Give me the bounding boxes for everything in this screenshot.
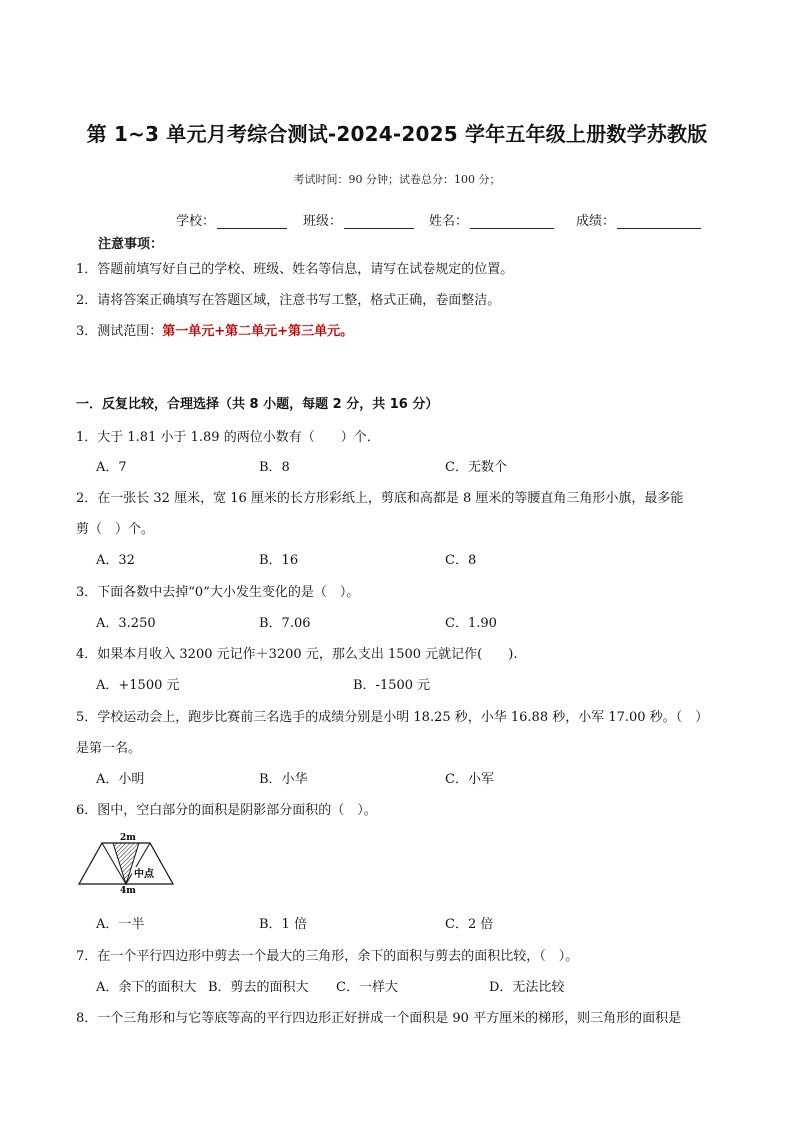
note-item: 1．答题前填写好自己的学校、班级、姓名等信息，请写在试卷规定的位置。 <box>76 262 514 277</box>
q7-option-c[interactable]: C．一样大 <box>336 980 398 995</box>
school-label: 学校： <box>176 214 216 229</box>
school-field[interactable] <box>176 210 287 229</box>
fig-label-midpoint: 中点 <box>134 869 154 880</box>
q3-option-a[interactable]: A．3.250 <box>96 616 156 631</box>
class-label: 班级： <box>303 214 343 229</box>
q5-option-b[interactable]: B．小华 <box>259 772 308 787</box>
q3-option-c[interactable]: C．1.90 <box>445 616 497 631</box>
q5-option-a[interactable]: A．小明 <box>96 772 145 787</box>
name-field[interactable] <box>429 210 554 229</box>
notes-title: 注意事项： <box>98 237 164 252</box>
score-label: 成绩： <box>576 214 616 229</box>
class-blank[interactable] <box>344 214 414 229</box>
note-range-value: 第一单元+第二单元+第三单元。 <box>162 324 354 339</box>
q4-option-b[interactable]: B．-1500 元 <box>353 678 431 693</box>
q2-option-a[interactable]: A．32 <box>96 553 135 568</box>
school-blank[interactable] <box>217 214 287 229</box>
question-1: 1．大于 1.81 小于 1.89 的两位小数有（ ）个． <box>76 430 380 445</box>
name-blank[interactable] <box>470 214 554 229</box>
q7-option-b[interactable]: B．剪去的面积大 <box>208 980 309 995</box>
q2-option-c[interactable]: C．8 <box>445 553 477 568</box>
q1-option-a[interactable]: A．7 <box>96 460 127 475</box>
question-7: 7．在一个平行四边形中剪去一个最大的三角形，余下的面积与剪去的面积比较，（ ）。 <box>76 949 579 964</box>
q1-option-b[interactable]: B．8 <box>259 460 290 475</box>
fig-label-bottom: 4m <box>120 886 136 895</box>
q6-option-c[interactable]: C．2 倍 <box>445 917 494 932</box>
note-item: 2．请将答案正确填写在答题区域，注意书写工整，格式正确，卷面整洁。 <box>76 293 501 308</box>
question-8: 8．一个三角形和与它等底等高的平行四边形正好拼成一个面积是 90 平方厘米的梯形，则三角形的面积是 <box>76 1011 682 1026</box>
question-2: 2．在一张长 32 厘米，宽 16 厘米的长方形彩纸上，剪底和高都是 8 厘米的等腰直角三角形小旗，最多能 <box>76 491 684 506</box>
note-range-prefix: 3．测试范围： <box>76 324 163 339</box>
question-3: 3．下面各数中去掉“0”大小发生变化的是（ ）。 <box>76 585 360 600</box>
question-6: 6．图中，空白部分的面积是阴影部分面积的（ ）。 <box>76 803 377 818</box>
question-5: 5．学校运动会上，跑步比赛前三名选手的成绩分别是小明 18.25 秒，小华 16.88 秒，小军 17.00 秒。（ ） <box>76 710 709 725</box>
q3-option-b[interactable]: B．7.06 <box>259 616 311 631</box>
page-title: 第 1~3 单元月考综合测试-2024-2025 学年五年级上册数学苏教版 <box>86 122 708 146</box>
q5-option-c[interactable]: C．小军 <box>445 772 494 787</box>
note-item-range <box>76 320 353 339</box>
question-2-cont: 剪（ ）个。 <box>76 522 155 537</box>
q4-option-a[interactable]: A．+1500 元 <box>96 678 180 693</box>
q6-option-b[interactable]: B．1 倍 <box>259 917 307 932</box>
fig-label-top: 2m <box>120 833 136 843</box>
class-field[interactable] <box>303 210 414 229</box>
q2-option-b[interactable]: B．16 <box>259 553 299 568</box>
score-blank[interactable] <box>617 214 701 229</box>
trapezoid-diagram <box>76 829 176 895</box>
question-5-cont: 是第一名。 <box>76 741 142 756</box>
section-heading: 一．反复比较，合理选择（共 8 小题，每题 2 分，共 16 分） <box>76 397 439 412</box>
score-field[interactable] <box>576 210 701 229</box>
q6-option-a[interactable]: A．一半 <box>96 917 145 932</box>
name-label: 姓名： <box>429 214 469 229</box>
q1-option-c[interactable]: C．无数个 <box>445 460 507 475</box>
exam-info: 考试时间：90 分钟；试卷总分：100 分； <box>293 173 501 186</box>
question-4: 4．如果本月收入 3200 元记作＋3200 元，那么支出 1500 元就记作( ). <box>76 647 518 662</box>
trapezoid-figure <box>76 829 176 895</box>
q7-option-a[interactable]: A．余下的面积大 <box>96 980 197 995</box>
q7-option-d[interactable]: D．无法比较 <box>489 980 565 995</box>
